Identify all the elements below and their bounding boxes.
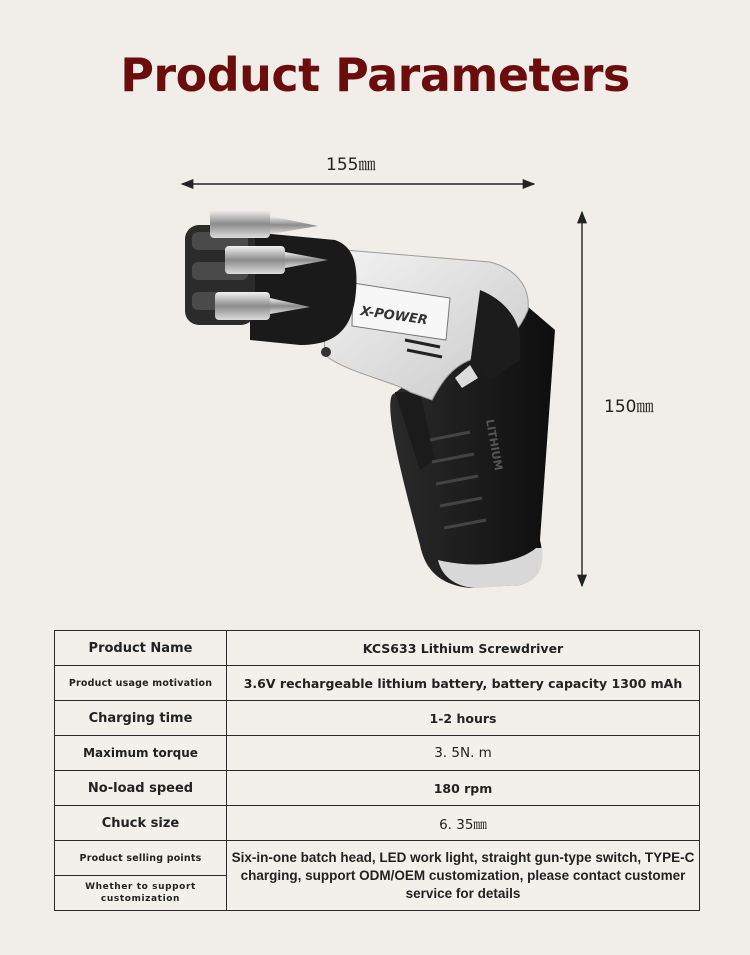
speed-value: 180 rpm <box>227 771 700 806</box>
table-row <box>55 631 700 666</box>
battery-label: LITHIUM <box>483 418 505 472</box>
chuck-label: Chuck size <box>55 806 227 841</box>
table-row <box>55 666 700 701</box>
table-row <box>55 701 700 736</box>
product-name-value: KCS633 Lithium Screwdriver <box>227 631 700 666</box>
charging-value: 1-2 hours <box>227 701 700 736</box>
chuck-value: 6. 35㎜ <box>227 806 700 841</box>
customization-label: Whether to support customization <box>55 876 227 911</box>
torque-value: 3. 5N. m <box>227 736 700 771</box>
table-row <box>55 771 700 806</box>
selling-points-label: Product selling points <box>55 841 227 876</box>
speed-label: No-load speed <box>55 771 227 806</box>
table-row <box>55 806 700 841</box>
table-row <box>55 736 700 771</box>
page-title: Product Parameters <box>120 48 630 102</box>
charging-label: Charging time <box>55 701 227 736</box>
screwdriver-image <box>185 210 555 588</box>
torque-label: Maximum torque <box>55 736 227 771</box>
brand-logo: X-POWER <box>359 304 429 329</box>
selling-points-value: Six-in-one batch head, LED work light, straight gun-type switch, TYPE-C charging, support ODM/OEM customization, please contact customer service for details <box>227 841 700 911</box>
product-name-label: Product Name <box>55 631 227 666</box>
parameters-table <box>54 630 700 911</box>
table-row <box>55 841 700 876</box>
width-dimension-label: 155㎜ <box>326 155 376 175</box>
usage-label: Product usage motivation <box>55 666 227 701</box>
height-dimension-label: 150㎜ <box>604 397 654 417</box>
usage-value: 3.6V rechargeable lithium battery, battery capacity 1300 mAh <box>227 666 700 701</box>
